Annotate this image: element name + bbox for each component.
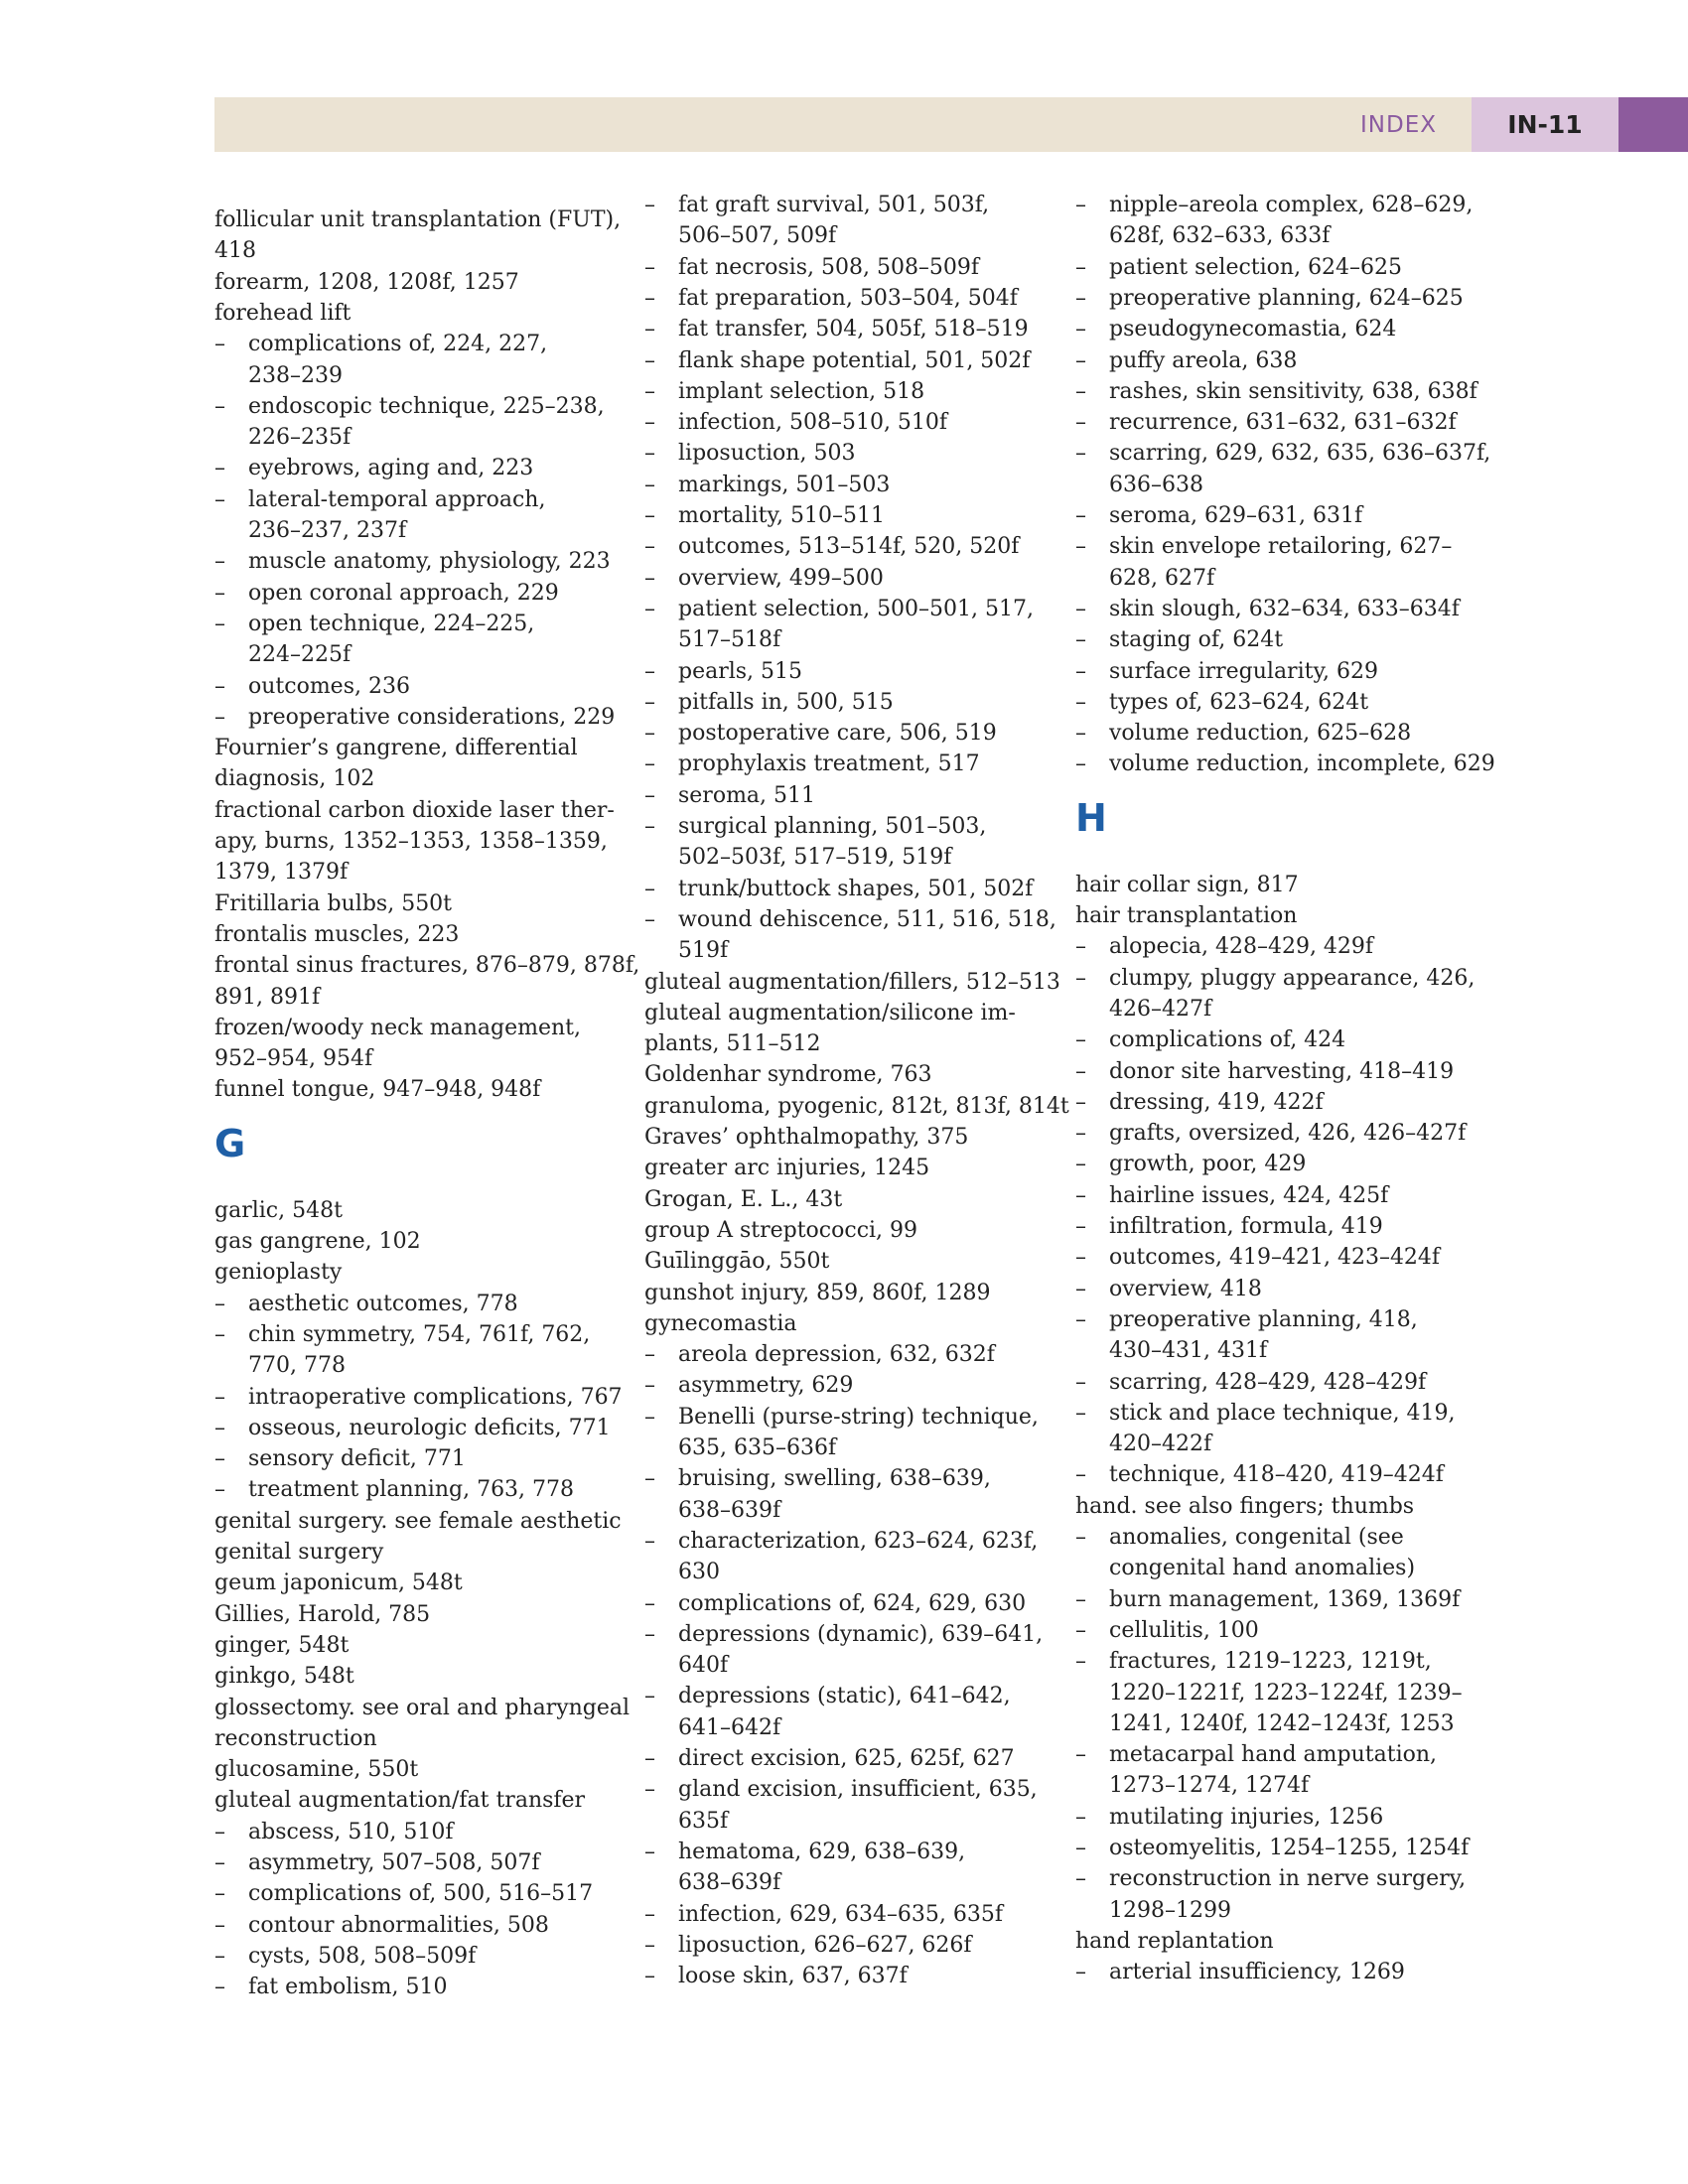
index-entry: granuloma, pyogenic, 812t, 813f, 814t: [644, 1093, 1069, 1119]
index-subentry: – treatment planning, 763, 778: [214, 1474, 574, 1505]
index-subentry: – loose skin, 637, 637f: [644, 1961, 908, 1991]
index-subentry: – bruising, swelling, 638–639,: [644, 1463, 991, 1494]
index-subentry: – open coronal approach, 229: [214, 578, 559, 609]
index-entry: hair collar sign, 817: [1075, 872, 1299, 897]
index-subentry: – direct excision, 625, 625f, 627: [644, 1743, 1015, 1774]
index-entry: Grogan, E. L., 43t: [644, 1186, 843, 1212]
index-subentry: – trunk/buttock shapes, 501, 502f: [644, 874, 1033, 904]
index-entry-continuation: 519f: [678, 938, 729, 964]
index-subentry: – donor site harvesting, 418–419: [1075, 1056, 1454, 1087]
index-entry: ginkgo, 548t: [214, 1664, 354, 1690]
index-subentry: – lateral-temporal approach,: [214, 484, 545, 515]
index-subentry: – chin symmetry, 754, 761f, 762,: [214, 1319, 590, 1350]
index-subentry: – patient selection, 624–625: [1075, 252, 1402, 283]
index-entry-continuation: 628f, 632–633, 633f: [1109, 223, 1331, 249]
index-subentry: – arterial insufficiency, 1269: [1075, 1957, 1405, 1987]
index-entry: glucosamine, 550t: [214, 1757, 419, 1783]
index-entry: hair transplantation: [1075, 903, 1298, 928]
index-subentry: – overview, 499–500: [644, 563, 884, 594]
index-subentry: – wound dehiscence, 511, 516, 518,: [644, 904, 1056, 935]
index-subentry: – preoperative considerations, 229: [214, 702, 615, 733]
index-subentry: – implant selection, 518: [644, 376, 924, 407]
index-entry-continuation: 636–638: [1109, 472, 1203, 497]
index-entry: apy, burns, 1352–1353, 1358–1359,: [214, 829, 608, 854]
index-subentry: – patient selection, 500–501, 517,: [644, 594, 1034, 624]
index-subentry: – Benelli (purse-string) technique,: [644, 1402, 1039, 1433]
index-subentry: – preoperative planning, 418,: [1075, 1304, 1418, 1335]
index-entry: gluteal augmentation/fat transfer: [214, 1788, 586, 1814]
index-subentry: – rashes, skin sensitivity, 638, 638f: [1075, 376, 1477, 407]
index-subentry: – areola depression, 632, 632f: [644, 1339, 995, 1370]
index-entry: diagnosis, 102: [214, 766, 375, 792]
index-subentry: – clumpy, pluggy appearance, 426,: [1075, 963, 1475, 994]
index-entry: geum japonicum, 548t: [214, 1570, 463, 1596]
index-subentry: – seroma, 629–631, 631f: [1075, 500, 1362, 531]
index-subentry: – infection, 629, 634–635, 635f: [644, 1899, 1003, 1930]
index-subentry: – intraoperative complications, 767: [214, 1382, 623, 1413]
index-entry-continuation: 1298–1299: [1109, 1897, 1231, 1923]
index-entry-continuation: 430–431, 431f: [1109, 1338, 1268, 1364]
index-subentry: – technique, 418–420, 419–424f: [1075, 1459, 1444, 1490]
index-entry: hand. see also fingers; thumbs: [1075, 1493, 1415, 1519]
index-entry-continuation: 226–235f: [248, 425, 352, 451]
header-band: [214, 97, 1472, 152]
index-subentry: – aesthetic outcomes, 778: [214, 1289, 518, 1319]
index-subentry: – depressions (dynamic), 639–641,: [644, 1619, 1043, 1650]
index-entry-continuation: 238–239: [248, 362, 343, 388]
index-entry-continuation: 517–518f: [678, 627, 781, 653]
index-entry-continuation: 635f: [678, 1808, 729, 1834]
index-subentry: – flank shape potential, 501, 502f: [644, 345, 1030, 376]
index-entry: glossectomy. see oral and pharyngeal: [214, 1695, 631, 1720]
index-subentry: – fat embolism, 510: [214, 1972, 448, 2002]
index-subentry: – open technique, 224–225,: [214, 609, 534, 639]
index-entry: frontal sinus fractures, 876–879, 878f,: [214, 953, 640, 979]
index-subentry: – characterization, 623–624, 623f,: [644, 1526, 1038, 1557]
index-subentry: – postoperative care, 506, 519: [644, 718, 997, 749]
index-subentry: – liposuction, 503: [644, 438, 855, 469]
index-subentry: – recurrence, 631–632, 631–632f: [1075, 407, 1457, 438]
header-accent-bar: [1618, 97, 1688, 152]
section-letter: G: [214, 1121, 246, 1165]
index-entry-continuation: 638–639f: [678, 1497, 781, 1523]
index-entry: follicular unit transplantation (FUT),: [214, 207, 622, 232]
index-subentry: – pitfalls in, 500, 515: [644, 687, 894, 718]
index-subentry: – burn management, 1369, 1369f: [1075, 1584, 1460, 1615]
index-subentry: – outcomes, 236: [214, 671, 410, 702]
index-subentry: – grafts, oversized, 426, 426–427f: [1075, 1118, 1466, 1149]
page-number: IN-11: [1507, 110, 1583, 139]
index-entry-continuation: 628, 627f: [1109, 565, 1215, 591]
index-entry: greater arc injuries, 1245: [644, 1156, 930, 1181]
index-entry: garlic, 548t: [214, 1197, 343, 1223]
index-entry: gas gangrene, 102: [214, 1229, 421, 1254]
index-subentry: – scarring, 629, 632, 635, 636–637f,: [1075, 438, 1490, 469]
index-entry-continuation: 630: [678, 1560, 720, 1585]
index-subentry: – depressions (static), 641–642,: [644, 1681, 1011, 1711]
index-entry-continuation: 1273–1274, 1274f: [1109, 1773, 1310, 1799]
index-subentry: – outcomes, 513–514f, 520, 520f: [644, 531, 1019, 562]
index-entry: forehead lift: [214, 300, 352, 326]
index-subentry: – sensory deficit, 771: [214, 1443, 466, 1474]
index-subentry: – reconstruction in nerve surgery,: [1075, 1863, 1466, 1894]
index-subentry: – nipple–areola complex, 628–629,: [1075, 190, 1473, 220]
index-entry: genital surgery: [214, 1540, 384, 1565]
index-subentry: – volume reduction, incomplete, 629: [1075, 749, 1495, 779]
index-entry: Graves’ ophthalmopathy, 375: [644, 1125, 969, 1150]
index-entry: gunshot injury, 859, 860f, 1289: [644, 1280, 991, 1305]
index-subentry: – cysts, 508, 508–509f: [214, 1941, 476, 1972]
index-entry-continuation: 641–642f: [678, 1714, 781, 1740]
index-subentry: – fractures, 1219–1223, 1219t,: [1075, 1646, 1432, 1677]
index-subentry: – markings, 501–503: [644, 470, 890, 500]
index-subentry: – complications of, 500, 516–517: [214, 1878, 593, 1909]
index-subentry: – prophylaxis treatment, 517: [644, 749, 980, 779]
index-subentry: – complications of, 224, 227,: [214, 329, 547, 359]
index-entry-continuation: 426–427f: [1109, 996, 1212, 1022]
index-subentry: – puffy areola, 638: [1075, 345, 1297, 376]
index-subentry: – anomalies, congenital (see: [1075, 1522, 1404, 1553]
index-subentry: – complications of, 624, 629, 630: [644, 1588, 1026, 1619]
index-entry: ginger, 548t: [214, 1632, 350, 1658]
index-entry-continuation: 635, 635–636f: [678, 1435, 837, 1460]
index-entry: forearm, 1208, 1208f, 1257: [214, 269, 519, 295]
section-label: INDEX: [1360, 112, 1437, 138]
index-entry: Fritillaria bulbs, 550t: [214, 890, 453, 916]
index-subentry: – skin envelope retailoring, 627–: [1075, 531, 1452, 562]
index-entry: group A streptococci, 99: [644, 1217, 918, 1243]
index-subentry: – asymmetry, 629: [644, 1370, 853, 1401]
index-subentry: – cellulitis, 100: [1075, 1615, 1259, 1646]
index-subentry: – alopecia, 428–429, 429f: [1075, 931, 1373, 962]
section-letter: H: [1075, 795, 1107, 840]
index-entry: Fournier’s gangrene, differential: [214, 736, 578, 761]
index-entry: frontalis muscles, 223: [214, 921, 460, 947]
index-subentry: – eyebrows, aging and, 223: [214, 453, 533, 483]
index-entry: reconstruction: [214, 1725, 377, 1751]
index-entry-continuation: 236–237, 237f: [248, 518, 407, 543]
index-entry: plants, 511–512: [644, 1031, 821, 1057]
index-subentry: – mutilating injuries, 1256: [1075, 1802, 1383, 1833]
index-subentry: – fat graft survival, 501, 503f,: [644, 190, 989, 220]
index-subentry: – scarring, 428–429, 428–429f: [1075, 1367, 1426, 1398]
index-entry-continuation: 770, 778: [248, 1353, 346, 1379]
index-entry: 1379, 1379f: [214, 860, 349, 886]
index-entry: Gillies, Harold, 785: [214, 1601, 431, 1627]
index-subentry: – abscess, 510, 510f: [214, 1817, 454, 1847]
index-entry: funnel tongue, 947–948, 948f: [214, 1077, 541, 1103]
index-subentry: – infection, 508–510, 510f: [644, 407, 947, 438]
index-entry-continuation: 506–507, 509f: [678, 223, 837, 249]
index-entry-continuation: congenital hand anomalies): [1109, 1556, 1416, 1581]
index-subentry: – liposuction, 626–627, 626f: [644, 1930, 972, 1961]
index-subentry: – types of, 623–624, 624t: [1075, 687, 1368, 718]
index-subentry: – fat necrosis, 508, 508–509f: [644, 252, 979, 283]
index-subentry: – metacarpal hand amputation,: [1075, 1739, 1437, 1770]
index-subentry: – osseous, neurologic deficits, 771: [214, 1413, 611, 1443]
index-subentry: – gland excision, insufficient, 635,: [644, 1774, 1038, 1805]
index-subentry: – endoscopic technique, 225–238,: [214, 391, 605, 422]
index-entry: gynecomastia: [644, 1310, 797, 1336]
index-subentry: – pseudogynecomastia, 624: [1075, 314, 1396, 344]
index-entry: fractional carbon dioxide laser ther-: [214, 797, 615, 823]
index-entry: genioplasty: [214, 1260, 343, 1286]
index-entry: frozen/woody neck management,: [214, 1015, 582, 1040]
index-subentry: – surface irregularity, 629: [1075, 656, 1378, 687]
index-subentry: – skin slough, 632–634, 633–634f: [1075, 594, 1460, 624]
index-subentry: – volume reduction, 625–628: [1075, 718, 1411, 749]
index-subentry: – complications of, 424: [1075, 1024, 1345, 1055]
index-subentry: – contour abnormalities, 508: [214, 1910, 549, 1941]
index-subentry: – preoperative planning, 624–625: [1075, 283, 1464, 314]
index-subentry: – outcomes, 419–421, 423–424f: [1075, 1242, 1440, 1273]
index-entry: 891, 891f: [214, 984, 321, 1010]
index-subentry: – pearls, 515: [644, 656, 802, 687]
index-entry: genital surgery. see female aesthetic: [214, 1508, 622, 1534]
index-entry: 418: [214, 238, 256, 264]
index-entry-continuation: 502–503f, 517–519, 519f: [678, 845, 952, 871]
index-subentry: – seroma, 511: [644, 780, 815, 811]
index-entry-continuation: 420–422f: [1109, 1432, 1212, 1457]
index-subentry: – mortality, 510–511: [644, 500, 885, 531]
index-entry: 952–954, 954f: [214, 1046, 373, 1072]
index-subentry: – fat transfer, 504, 505f, 518–519: [644, 314, 1029, 344]
index-subentry: – hematoma, 629, 638–639,: [644, 1837, 965, 1867]
index-subentry: – staging of, 624t: [1075, 624, 1283, 655]
index-entry: gluteal augmentation/silicone im-: [644, 1000, 1016, 1025]
index-subentry: – hairline issues, 424, 425f: [1075, 1180, 1388, 1211]
index-entry-continuation: 224–225f: [248, 642, 352, 668]
index-entry-continuation: 1241, 1240f, 1242–1243f, 1253: [1109, 1710, 1455, 1736]
index-subentry: – dressing, 419, 422f: [1075, 1087, 1324, 1118]
index-subentry: – asymmetry, 507–508, 507f: [214, 1847, 540, 1878]
index-subentry: – growth, poor, 429: [1075, 1149, 1306, 1179]
index-subentry: – muscle anatomy, physiology, 223: [214, 546, 611, 577]
index-subentry: – overview, 418: [1075, 1274, 1262, 1304]
index-entry: hand replantation: [1075, 1928, 1274, 1954]
index-entry-continuation: 638–639f: [678, 1870, 781, 1896]
index-entry-continuation: 1220–1221f, 1223–1224f, 1239–: [1109, 1680, 1463, 1706]
index-subentry: – fat preparation, 503–504, 504f: [644, 283, 1018, 314]
index-entry: Guīlinggāo, 550t: [644, 1249, 830, 1275]
index-entry: gluteal augmentation/fillers, 512–513: [644, 969, 1060, 995]
index-entry: Goldenhar syndrome, 763: [644, 1062, 932, 1088]
index-subentry: – surgical planning, 501–503,: [644, 811, 986, 842]
index-subentry: – stick and place technique, 419,: [1075, 1398, 1456, 1429]
index-subentry: – infiltration, formula, 419: [1075, 1211, 1383, 1242]
index-subentry: – osteomyelitis, 1254–1255, 1254f: [1075, 1833, 1469, 1863]
index-entry-continuation: 640f: [678, 1653, 729, 1679]
